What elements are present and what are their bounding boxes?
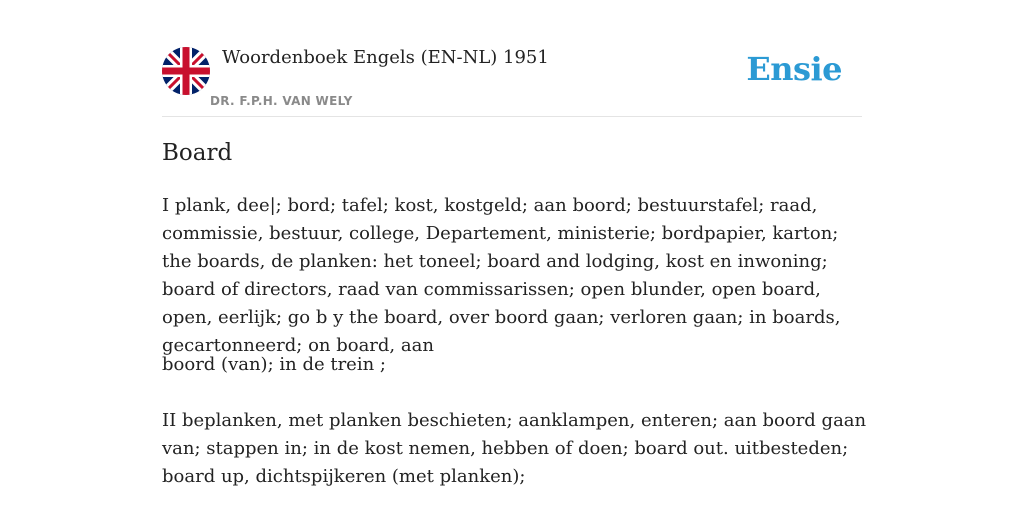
dictionary-author: DR. F.P.H. VAN WELY (210, 94, 353, 108)
ensie-logo[interactable]: Ensie (746, 50, 842, 88)
definition-paragraph-3: II beplanken, met planken beschieten; aanklampen, enteren; aan boord gaan van; stappen in; in de kost nemen, hebben of doen; board out. uitbesteden; board up, dichtspijkeren (met planken); (162, 410, 867, 487)
definition-paragraph-2: boord (van); in de trein ; (162, 354, 386, 375)
definition-paragraph-1: I plank, dee|; bord; tafel; kost, kostgeld; aan boord; bestuurstafel; raad, commissie, bestuur, college, Departement, ministerie; bordpapier, karton; the boards, de planken: het toneel; board and lodging, kost en inwoning; board of directors, raad van commissarissen; open blunder, open board, open, eerlijk; go b y the board, over boord gaan; verloren gaan; in boards, gecartonneerd; on board, aan (162, 195, 841, 356)
uk-flag-icon (162, 47, 210, 95)
entry-headword: Board (162, 140, 233, 166)
entry-header (162, 44, 862, 117)
dictionary-title[interactable]: Woordenboek Engels (EN-NL) 1951 (222, 47, 549, 68)
